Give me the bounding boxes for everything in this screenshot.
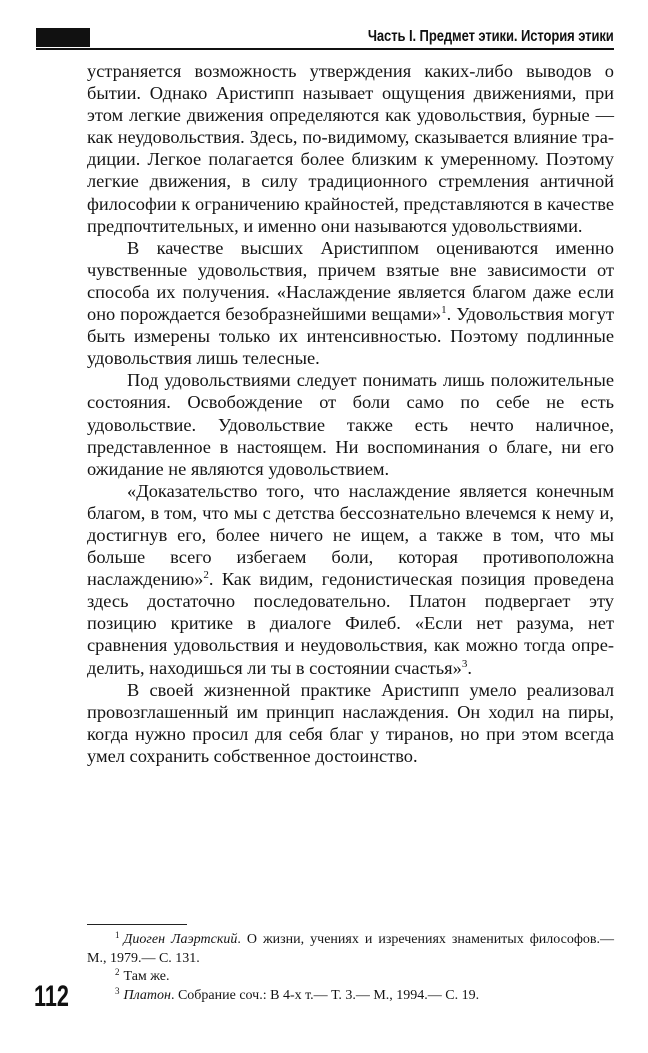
paragraph-1-text: устраняется возможность утверждения каких-либо выводов о бытии. Однако Аристипп называет ощущения движениями, при этом легкие движения определяются как удовольствия, бурные — как неудовольствия. Здесь, по-видимому, сказывается влияние традиции. Легкое полагается более близким к умеренному. Поэтому легкие движения, в силу традиционного стремления античной философии к ограничению крайностей, представляются в качестве предпочтительных, и именно они называются удовольствиями. bbox=[87, 61, 614, 236]
paragraph-4 bbox=[87, 480, 614, 679]
footnote-1-text: . О жизни, учениях и изречениях знаменитых философов.— М., 1979.— С. 131. bbox=[87, 932, 615, 966]
footnote-1-number: 1 bbox=[115, 930, 120, 940]
footnote-2 bbox=[87, 968, 614, 987]
paragraph-4-text-cont: . Как видим, гедонистическая позиция проведена здесь достаточно последовательно. Платон подвергает эту позицию критике в диалоге Филеб. «Если нет разума, нет сравнения удовольствия и неудовольствия, как можно тогда определить, находишься ли ты в состоянии счастья» bbox=[87, 569, 614, 678]
footnotes bbox=[87, 931, 614, 1005]
paragraph-4-text: «Доказательство того, что наслаждение является конечным благом, в том, что мы с детства бессознательно влечемся к нему и, достигнув его, более ничего не ищем, а также в том, что мы больше всего избегаем боли, которая противоположна наслаждению» bbox=[87, 480, 614, 590]
footnote-1-author: Диоген Лаэртский bbox=[123, 932, 238, 947]
paragraph-2 bbox=[87, 237, 614, 370]
paragraph-2-text: В качестве высших Аристиппом оцениваются именно чувственные удовольствия, причем взятые вне зависимости от способа их получения. «Наслаждение является благом даже если оно порождается безобразнейшими вещами» bbox=[87, 237, 614, 325]
main-text bbox=[87, 60, 614, 767]
footnote-3-number: 3 bbox=[115, 985, 120, 996]
footnote-ref-1: 1 bbox=[441, 304, 447, 317]
running-header bbox=[36, 27, 614, 49]
footnote-separator bbox=[87, 924, 187, 925]
paragraph-3 bbox=[87, 369, 614, 479]
paragraph-5-text: В своей жизненной практике Аристипп умело реализовал провозглашенный им принцип наслаждения. Он ходил на пиры, когда нужно просил для себя благ у тиранов, но при этом всегда умел сохранить собственное достоинство. bbox=[87, 679, 614, 766]
running-header-title: Часть I. Предмет этики. История этики bbox=[368, 28, 614, 45]
paragraph-5 bbox=[87, 679, 614, 767]
footnote-2-number: 2 bbox=[115, 967, 120, 977]
footnote-3-text: . Собрание соч.: В 4-х т.— Т. 3.— М., 1994.— С. 19. bbox=[170, 987, 480, 1003]
footnote-1 bbox=[87, 931, 614, 968]
paragraph-4-text-end: . bbox=[467, 657, 472, 678]
footnote-3-author: Платон bbox=[123, 987, 171, 1003]
page-number: 112 bbox=[34, 980, 69, 1013]
paragraph-3-text: Под удовольствиями следует понимать лишь положительные состояния. Освобождение от боли само по себе не есть удовольствие. Удовольствие также есть нечто наличное, представленное в настоящем. Ни воспоминания о благе, ни его ожидание не являются удовольствием. bbox=[87, 370, 614, 479]
footnote-2-text: Там же. bbox=[123, 969, 170, 984]
footnote-3 bbox=[87, 987, 614, 1006]
footnote-ref-2: 2 bbox=[203, 569, 209, 582]
paragraph-2-text-cont: . Удовольствия могут быть измерены только их интенсивностью. Поэтому подлинные удовольствия лишь телесные. bbox=[87, 304, 614, 369]
footnote-ref-3: 3 bbox=[461, 657, 468, 670]
header-black-bar bbox=[36, 28, 90, 47]
header-rule bbox=[36, 48, 614, 50]
paragraph-1 bbox=[87, 60, 614, 237]
